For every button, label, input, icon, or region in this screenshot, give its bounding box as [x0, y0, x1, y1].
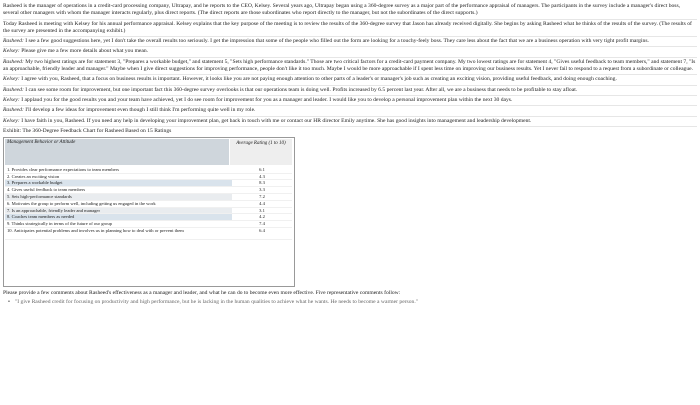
table-row — [5, 201, 292, 208]
row-value: 4.3 — [259, 173, 265, 179]
table-row — [5, 214, 292, 221]
row-label: 7. Is an approachable, friendly leader and manager — [5, 208, 232, 214]
speaker-label: Rasheed: — [3, 107, 24, 114]
comment-item — [3, 299, 697, 306]
dialogue-kelsey-4 — [3, 117, 697, 127]
row-value: 4.4 — [259, 200, 265, 206]
speaker-label: Rasheed: — [3, 86, 24, 93]
table-row — [5, 180, 292, 187]
dialogue-text: I'll develop a few ideas for improvement even though I still think I'm performing quite well in my role. — [25, 107, 256, 114]
speaker-label: Rasheed: — [3, 38, 24, 45]
dialogue-kelsey-1 — [3, 47, 697, 57]
dialogue-rasheed-2 — [3, 58, 697, 76]
row-label: 8. Coaches team members as needed — [5, 214, 232, 220]
dialogue-text: I applaud you for the good results you and your team have achieved, yet I do see room for improvement for you as a manager and leader. I would like you to develop a personal improvement plan within the next 30 days. — [21, 96, 513, 103]
dialogue-text: Please give me a few more details about what you mean. — [21, 48, 149, 55]
row-label: 1. Provides clear performance expectations to team members — [7, 166, 119, 172]
row-label: 10. Anticipates potential problems and involves us in planning how to deal with or prevent them — [7, 228, 184, 234]
comment-text: "I give Rasheed credit for focusing on productivity and high performance, but he is lacking in the human qualities to achieve what he wants. He needs to become a warmer person." — [15, 299, 418, 306]
dialogue-kelsey-2 — [3, 75, 697, 85]
dialogue-text: My two highest ratings are for statement 3, "Prepares a workable budget," and statement 5, "Sets high performance standards." Those are two critical factors for a credit-card payment company. My two lowest ratings are for statement 4, "Gives useful feedback to team members," and statement 7, "Is an approachable, friendly leader and manager." Maybe when I give direct suggestions for improving performance, people don't like it too much. Maybe I would be more approachable if I spent less time on improving our business results. Yet I never fail to respond to a request from a subordinate or colleague. — [3, 58, 696, 73]
row-label: 6. Motivates the group to perform well, including getting us engaged in the work — [7, 200, 156, 206]
dialogue-kelsey-3 — [3, 96, 697, 106]
speaker-label: Rasheed: — [3, 58, 24, 65]
dialogue-text: I see a few good suggestions here, yet I don't take the overall results too seriously. I get the impression that some of the people who filled out the form are looking for a touchy-feely boss. They care less about the fact that we are a business operation with very tight profit margins. — [25, 38, 649, 45]
row-value: 6.4 — [259, 228, 265, 234]
table-row — [5, 187, 292, 194]
table-header-rating: Average Rating (1 to 10) — [230, 139, 292, 165]
table-row — [5, 194, 292, 201]
speaker-label: Kelsey: — [3, 48, 20, 55]
row-label: 9. Thinks strategically in terms of the future of our group — [7, 221, 112, 227]
comments-intro: Please provide a few comments about Rasheed's effectiveness as a manager and leader, and what he can do to become even more effective. Five representative comments follow: — [3, 289, 401, 296]
row-label: 5. Sets high-performance standards — [5, 194, 232, 200]
bullet-icon: • — [8, 299, 10, 306]
row-label: 2. Creates an exciting vision — [7, 173, 60, 179]
table-row — [5, 174, 292, 181]
dialogue-rasheed-3 — [3, 86, 697, 96]
row-value: 8.3 — [259, 180, 265, 186]
exhibit-title: Exhibit: The 360-Degree Feedback Chart for Rasheed Based on 15 Ratings — [3, 127, 172, 134]
dialogue-text: I agree with you, Rasheed, that a focus on business results is important. However, it looks like you are not paying enough attention to other parts of a leader's or manager's job such as creating an exciting vision, providing useful feedback, and doing enough coaching. — [21, 76, 617, 83]
row-value: 6.1 — [259, 166, 265, 172]
feedback-table — [3, 137, 295, 287]
row-value: 7.4 — [259, 221, 265, 227]
speaker-label: Kelsey: — [3, 76, 20, 83]
row-value: 3.1 — [259, 207, 265, 213]
speaker-label: Kelsey: — [3, 117, 20, 124]
row-label: 3. Prepares a workable budget — [5, 180, 232, 186]
row-value: 7.2 — [259, 194, 265, 200]
table-row — [5, 221, 292, 228]
dialogue-rasheed-1 — [3, 37, 697, 47]
table-row — [5, 208, 292, 215]
table-header-behavior: Management Behavior or Attitude — [5, 139, 229, 165]
dialogue-rasheed-4 — [3, 106, 697, 116]
table-row — [5, 228, 292, 240]
row-value: 3.3 — [259, 187, 265, 193]
intro-paragraph: Rasheed is the manager of operations in a credit-card processing company, Ultrapay, and he reports to the CEO, Kelsey. Several years ago, Ultrapay began using a 360-degree survey as a major part of the performance appraisal of managers. The participants in the survey include a manager's direct boss, several other managers with whom the manager interacts regularly, plus direct reports. (The direct reports are those subordinates who report directly to the manager, but not the subordinates of the direct supports.) — [3, 2, 697, 20]
table-body — [5, 167, 292, 240]
dialogue-text: I have faith in you, Rasheed. If you need any help in developing your improvement plan, get back in touch with me or contact our HR director Emily anytime. She has good insights into management and leadership development. — [21, 117, 532, 124]
meeting-paragraph: Today Rasheed is meeting with Kelsey for his annual performance appraisal. Kelsey explains that the key purpose of the meeting is to review the results of the 360-degree survey that Jason has already received digitally. She begins by asking Rasheed what he thinks of the results of the survey. (The results of the survey are presented in the accompanying exhibit.) — [3, 20, 697, 38]
speaker-label: Kelsey: — [3, 96, 20, 103]
row-value: 4.2 — [259, 214, 265, 220]
table-row — [5, 167, 292, 174]
row-label: 4. Gives useful feedback to team members — [7, 187, 86, 193]
dialogue-text: I can see some room for improvement, but one important fact this 360-degree survey overlooks is that our operations team is doing well. Profits increased by 6.5 percent last year. After all, we are a business that needs to be profitable to stay afloat. — [25, 86, 578, 93]
